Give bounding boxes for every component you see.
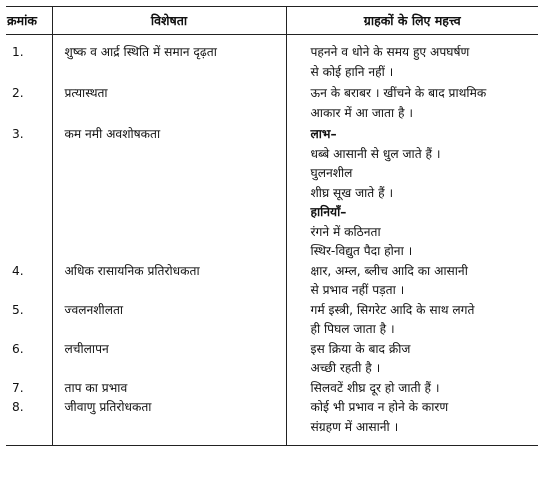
row-feature: कम नमी अवशोषकता [52, 125, 286, 262]
table-row [6, 398, 538, 437]
advantage-line: धब्बे आसानी से धुल जाते हैं । [310, 146, 441, 161]
row-number: 4. [12, 263, 24, 278]
importance-line: ही पिघल जाता है । [310, 322, 395, 336]
importance-line: क्षार, अम्ल, ब्लीच आदि का आसानी [310, 263, 468, 278]
advantage-line: शीघ्र सूख जाते हैं । [310, 185, 394, 200]
row-feature: अधिक रासायनिक प्रतिरोधकता [52, 262, 286, 301]
properties-table-container [6, 6, 538, 456]
importance-line: सिलवटें शीघ्र दूर हो जाती हैं । [310, 380, 440, 395]
row-number: 2. [12, 86, 24, 100]
importance-line: ऊन के बराबर । खींचने के बाद प्राथमिक [310, 86, 487, 100]
importance-line: से कोई हानि नहीं । [310, 64, 394, 79]
disadvantage-line: रंगने में कठिनता [310, 224, 381, 239]
row-feature: ताप का प्रभाव [52, 379, 286, 399]
row-number: 5. [12, 302, 24, 317]
importance-line: आकार में आ जाता है । [310, 105, 413, 120]
row-importance [286, 84, 538, 123]
importance-line: संग्रहण में आसानी । [310, 419, 399, 434]
header-importance: ग्राहकों के लिए महत्त्व [286, 7, 538, 35]
row-importance [286, 379, 538, 399]
row-feature: प्रत्यास्थता [52, 84, 286, 123]
row-importance [286, 262, 538, 301]
table-row [6, 301, 538, 340]
row-number: 3. [12, 127, 24, 141]
table-row [6, 340, 538, 379]
row-importance [286, 125, 538, 262]
row-number: 1. [12, 45, 24, 59]
importance-line: पहनने व धोने के समय हुए अपघर्षण [310, 45, 470, 59]
row-number: 6. [12, 341, 24, 356]
row-importance [286, 398, 538, 437]
row-feature: जीवाणु प्रतिरोधकता [52, 398, 286, 437]
table-bottom-rule [6, 445, 538, 456]
table-row [6, 125, 538, 262]
row-importance [286, 35, 538, 83]
row-number: 8. [12, 400, 24, 414]
advantage-line: घुलनशील [310, 166, 353, 180]
row-feature: लचीलापन [52, 340, 286, 379]
header-row [6, 7, 538, 35]
row-feature: शुष्क व आर्द्र स्थिति में समान दृढ़ता [52, 35, 286, 83]
importance-line: इस क्रिया के बाद क्रीज [310, 341, 411, 356]
importance-line: अच्छी रहती है । [310, 361, 381, 375]
importance-line: गर्म इस्त्री, सिगरेट आदि के साथ लगते [310, 302, 475, 317]
disadvantages-heading: हानियाँ– [310, 205, 347, 219]
row-importance [286, 340, 538, 379]
importance-line: से प्रभाव नहीं पड़ता । [310, 283, 405, 297]
row-feature: ज्वलनशीलता [52, 301, 286, 340]
header-feature: विशेषता [52, 7, 286, 35]
properties-table [6, 6, 538, 445]
importance-line: कोई भी प्रभाव न होने के कारण [310, 400, 449, 414]
header-serial: क्रमांक [6, 7, 52, 35]
disadvantage-line: स्थिर-विद्युत पैदा होना । [310, 244, 413, 258]
table-row [6, 35, 538, 83]
table-row [6, 379, 538, 399]
table-row [6, 84, 538, 123]
row-importance [286, 301, 538, 340]
advantages-heading: लाभ– [310, 127, 337, 141]
row-number: 7. [12, 380, 24, 395]
table-row [6, 262, 538, 301]
